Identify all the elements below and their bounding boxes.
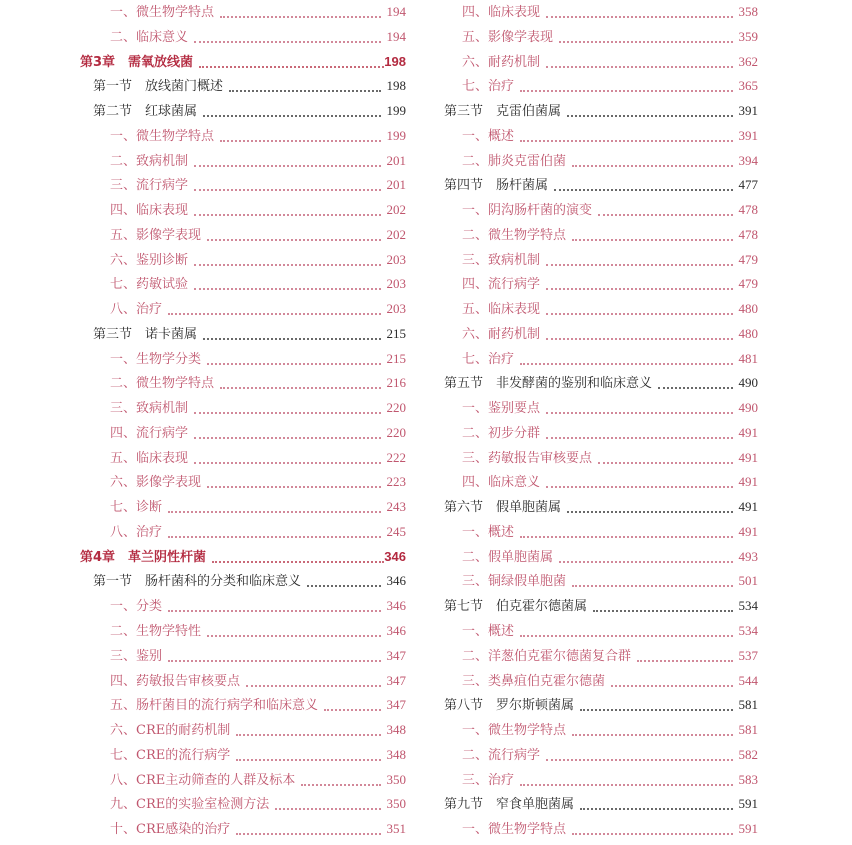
toc-subsection-entry[interactable] xyxy=(444,423,758,443)
toc-page-number: 362 xyxy=(738,53,758,69)
dot-leader xyxy=(637,660,732,662)
dot-leader xyxy=(520,90,732,92)
toc-entry-title: 四、临床表现 xyxy=(110,203,189,219)
toc-page-number: 199 xyxy=(386,103,406,119)
toc-entry-title: 二、初步分群 xyxy=(462,425,541,441)
toc-subsection-entry[interactable] xyxy=(80,250,406,270)
toc-subsection-entry[interactable] xyxy=(80,621,406,641)
toc-subsection-entry[interactable] xyxy=(80,423,406,443)
dot-leader xyxy=(598,462,732,464)
dot-leader xyxy=(546,264,732,266)
dot-leader xyxy=(546,759,732,761)
dot-leader xyxy=(593,610,732,612)
toc-entry-title: 六、鉴别诊断 xyxy=(110,252,189,268)
dot-leader xyxy=(567,115,732,117)
toc-subsection-entry[interactable] xyxy=(80,770,406,790)
toc-subsection-entry[interactable] xyxy=(444,472,758,492)
dot-leader xyxy=(207,363,380,365)
toc-page-number: 202 xyxy=(386,202,406,218)
dot-leader xyxy=(572,165,732,167)
toc-subsection-entry[interactable] xyxy=(444,299,758,319)
toc-page-number: 351 xyxy=(386,821,406,837)
toc-subsection-entry[interactable] xyxy=(444,76,758,96)
toc-entry-title: 八、CRE主动筛查的人群及标本 xyxy=(110,772,296,788)
toc-page-number: 348 xyxy=(386,722,406,738)
dot-leader xyxy=(194,288,380,290)
toc-subsection-entry[interactable] xyxy=(80,373,406,393)
toc-subsection-entry[interactable] xyxy=(80,472,406,492)
toc-entry-title: 九、CRE的实验室检测方法 xyxy=(110,797,270,813)
dot-leader xyxy=(203,115,380,117)
toc-page-number: 365 xyxy=(738,78,758,94)
toc-entry-title: 四、药敏报告审核要点 xyxy=(110,673,241,689)
toc-section-entry[interactable] xyxy=(80,324,406,344)
toc-subsection-entry[interactable] xyxy=(444,324,758,344)
toc-subsection-entry[interactable] xyxy=(444,819,758,839)
toc-entry-title: 一、微生物学特点 xyxy=(110,128,215,144)
toc-entry-title: 四、临床意义 xyxy=(462,475,541,491)
dot-leader xyxy=(199,66,384,68)
toc-subsection-entry[interactable] xyxy=(80,175,406,195)
toc-page-number: 479 xyxy=(738,251,758,267)
dot-leader xyxy=(194,437,380,439)
toc-entry-title: 一、分类 xyxy=(110,599,163,615)
dot-leader xyxy=(546,338,732,340)
toc-entry-title: 一、微生物学特点 xyxy=(110,5,215,20)
toc-page-number: 544 xyxy=(738,672,758,688)
toc-entry-title: 一、概述 xyxy=(462,624,515,639)
dot-leader xyxy=(546,486,732,488)
dot-leader xyxy=(546,313,732,315)
toc-page-number: 346 xyxy=(384,548,406,564)
toc-page-number: 582 xyxy=(738,746,758,762)
toc-entry-title: 一、阴沟肠杆菌的演变 xyxy=(462,203,593,219)
toc-entry-title: 六、耐药机制 xyxy=(462,54,541,70)
toc-subsection-entry[interactable] xyxy=(80,151,406,171)
toc-entry-title: 二、流行病学 xyxy=(462,747,541,763)
toc-section-entry[interactable] xyxy=(444,695,758,715)
toc-entry-title: 三、治疗 xyxy=(462,772,515,788)
dot-leader xyxy=(236,734,380,736)
toc-page-number: 491 xyxy=(738,523,758,539)
dot-leader xyxy=(580,709,732,711)
dot-leader xyxy=(194,412,380,414)
toc-entry-title: 七、治疗 xyxy=(462,351,515,367)
toc-page-number: 245 xyxy=(386,523,406,539)
toc-subsection-entry[interactable] xyxy=(80,522,406,542)
toc-subsection-entry[interactable] xyxy=(444,448,758,468)
dot-leader xyxy=(520,363,732,365)
dot-leader xyxy=(520,784,732,786)
toc-page-number: 490 xyxy=(738,400,758,416)
toc-subsection-entry[interactable] xyxy=(80,745,406,765)
toc-subsection-entry[interactable] xyxy=(444,52,758,72)
toc-page-number: 346 xyxy=(386,573,406,589)
toc-entry-title: 六、CRE的耐药机制 xyxy=(110,723,231,739)
toc-page-number: 346 xyxy=(386,623,406,638)
toc-page-number: 223 xyxy=(386,474,406,490)
dot-leader xyxy=(658,387,732,389)
dot-leader xyxy=(194,264,380,266)
toc-page-number: 346 xyxy=(386,598,406,614)
toc-subsection-entry[interactable] xyxy=(444,745,758,765)
toc-subsection-entry[interactable] xyxy=(444,770,758,790)
toc-page-number: 491 xyxy=(738,474,758,490)
toc-page-number: 201 xyxy=(386,177,406,193)
toc-entry-title: 第六节 假单胞菌属 xyxy=(444,500,562,516)
dot-leader xyxy=(546,16,732,18)
toc-entry-title: 七、治疗 xyxy=(462,79,515,95)
toc-subsection-entry[interactable] xyxy=(80,274,406,294)
toc-entry-title: 四、临床表现 xyxy=(462,5,541,20)
toc-entry-title: 五、影像学表现 xyxy=(462,29,554,45)
toc-subsection-entry[interactable] xyxy=(80,2,406,22)
toc-entry-title: 一、概述 xyxy=(462,524,515,540)
toc-entry-title: 第三节 克雷伯菌属 xyxy=(444,104,562,120)
toc-section-entry[interactable] xyxy=(444,373,758,393)
toc-entry-title: 七、诊断 xyxy=(110,500,163,516)
toc-section-entry[interactable] xyxy=(444,175,758,195)
toc-page-number: 477 xyxy=(738,177,758,193)
toc-entry-title: 五、临床表现 xyxy=(110,450,189,466)
dot-leader xyxy=(194,189,380,191)
dot-leader xyxy=(220,387,380,389)
dot-leader xyxy=(168,660,380,662)
dot-leader xyxy=(572,585,732,587)
toc-page-number: 215 xyxy=(386,350,406,366)
toc-section-entry[interactable] xyxy=(444,794,758,814)
toc-section-entry[interactable] xyxy=(80,76,406,96)
toc-page-number: 350 xyxy=(386,796,406,812)
toc-page-number: 203 xyxy=(386,276,406,292)
toc-subsection-entry[interactable] xyxy=(444,126,758,146)
toc-subsection-entry[interactable] xyxy=(444,225,758,245)
dot-leader xyxy=(520,635,732,637)
toc-page-number: 478 xyxy=(738,226,758,242)
dot-leader xyxy=(275,808,380,810)
toc-subsection-entry[interactable] xyxy=(80,349,406,369)
toc-chapter-entry[interactable] xyxy=(80,52,406,72)
toc-subsection-entry[interactable] xyxy=(444,398,758,418)
dot-leader xyxy=(194,214,380,216)
toc-entry-title: 二、假单胞菌属 xyxy=(462,549,554,565)
toc-entry-title: 八、治疗 xyxy=(110,302,163,318)
dot-leader xyxy=(207,635,380,637)
dot-leader xyxy=(220,16,380,18)
toc-entry-title: 六、耐药机制 xyxy=(462,326,541,342)
toc-subsection-entry[interactable] xyxy=(444,522,758,542)
toc-page-number: 534 xyxy=(738,623,758,638)
toc-page-number: 391 xyxy=(738,103,758,119)
dot-leader xyxy=(168,511,380,513)
toc-page-number: 194 xyxy=(386,4,406,19)
toc-page-number: 478 xyxy=(738,202,758,218)
toc-page-number: 394 xyxy=(738,152,758,168)
dot-leader xyxy=(546,412,732,414)
toc-entry-title: 一、微生物学特点 xyxy=(462,723,567,739)
toc-subsection-entry[interactable] xyxy=(80,794,406,814)
toc-page-number: 215 xyxy=(386,325,406,341)
toc-entry-title: 三、鉴别 xyxy=(110,648,163,664)
toc-page-number: 391 xyxy=(738,127,758,143)
toc-subsection-entry[interactable] xyxy=(80,448,406,468)
dot-leader xyxy=(572,239,732,241)
toc-entry-title: 三、药敏报告审核要点 xyxy=(462,450,593,466)
toc-entry-title: 二、肺炎克雷伯菌 xyxy=(462,153,567,169)
dot-leader xyxy=(572,734,732,736)
dot-leader xyxy=(520,140,732,142)
toc-entry-title: 第4章 革兰阴性杆菌 xyxy=(80,549,207,565)
toc-entry-title: 四、流行病学 xyxy=(462,277,541,293)
toc-subsection-entry[interactable] xyxy=(444,671,758,691)
dot-leader xyxy=(559,41,732,43)
toc-page-number: 591 xyxy=(738,821,758,837)
toc-page-number: 199 xyxy=(386,127,406,143)
dot-leader xyxy=(207,486,380,488)
toc-subsection-entry[interactable] xyxy=(80,646,406,666)
toc-subsection-entry[interactable] xyxy=(444,547,758,567)
toc-entry-title: 一、鉴别要点 xyxy=(462,401,541,417)
toc-page-number: 202 xyxy=(386,226,406,242)
toc-page-number: 480 xyxy=(738,301,758,317)
dot-leader xyxy=(194,462,380,464)
toc-entry-title: 一、生物学分类 xyxy=(110,351,202,367)
toc-subsection-entry[interactable] xyxy=(80,398,406,418)
toc-entry-title: 六、影像学表现 xyxy=(110,475,202,491)
dot-leader xyxy=(229,90,380,92)
toc-subsection-entry[interactable] xyxy=(444,349,758,369)
toc-page-number: 347 xyxy=(386,647,406,663)
toc-entry-title: 二、洋葱伯克霍尔德菌复合群 xyxy=(462,648,632,664)
toc-subsection-entry[interactable] xyxy=(444,571,758,591)
toc-page-number: 534 xyxy=(738,598,758,614)
dot-leader xyxy=(307,585,380,587)
dot-leader xyxy=(194,165,380,167)
toc-entry-title: 第3章 需氧放线菌 xyxy=(80,54,194,70)
dot-leader xyxy=(546,66,732,68)
toc-subsection-entry[interactable] xyxy=(80,819,406,839)
toc-subsection-entry[interactable] xyxy=(80,497,406,517)
toc-page-number: 581 xyxy=(738,722,758,738)
toc-subsection-entry[interactable] xyxy=(80,126,406,146)
toc-entry-title: 第八节 罗尔斯顿菌属 xyxy=(444,698,575,714)
toc-page-number: 491 xyxy=(738,499,758,515)
dot-leader xyxy=(580,808,732,810)
toc-subsection-entry[interactable] xyxy=(80,671,406,691)
toc-page-number: 243 xyxy=(386,499,406,515)
dot-leader xyxy=(168,610,380,612)
toc-subsection-entry[interactable] xyxy=(444,250,758,270)
toc-entry-title: 二、生物学特性 xyxy=(110,624,202,639)
toc-subsection-entry[interactable] xyxy=(444,151,758,171)
dot-leader xyxy=(520,536,732,538)
toc-page-number: 359 xyxy=(738,28,758,44)
toc-page-number: 347 xyxy=(386,697,406,713)
toc-subsection-entry[interactable] xyxy=(444,200,758,220)
toc-chapter-entry[interactable] xyxy=(80,547,406,567)
toc-page-number: 481 xyxy=(738,350,758,366)
toc-entry-title: 五、影像学表现 xyxy=(110,227,202,243)
toc-entry-title: 二、致病机制 xyxy=(110,153,189,169)
dot-leader xyxy=(598,214,732,216)
toc-page-number: 358 xyxy=(738,4,758,19)
toc-page-number: 491 xyxy=(738,449,758,465)
toc-entry-title: 五、临床表现 xyxy=(462,302,541,318)
toc-entry-title: 七、CRE的流行病学 xyxy=(110,747,231,763)
toc-entry-title: 五、肠杆菌目的流行病学和临床意义 xyxy=(110,698,319,714)
toc-page-number: 537 xyxy=(738,647,758,663)
dot-leader xyxy=(236,833,380,835)
toc-page-number: 350 xyxy=(386,771,406,787)
toc-page-number: 216 xyxy=(386,375,406,391)
toc-entry-title: 第三节 诺卡菌属 xyxy=(93,326,198,342)
toc-subsection-entry[interactable] xyxy=(80,695,406,715)
toc-section-entry[interactable] xyxy=(444,497,758,517)
toc-entry-title: 八、治疗 xyxy=(110,524,163,540)
toc-page-number: 203 xyxy=(386,251,406,267)
toc-entry-title: 三、铜绿假单胞菌 xyxy=(462,574,567,590)
toc-page-number: 581 xyxy=(738,697,758,713)
toc-entry-title: 第七节 伯克霍尔德菌属 xyxy=(444,599,588,615)
toc-entry-title: 第二节 红球菌属 xyxy=(93,104,198,120)
toc-entry-title: 二、临床意义 xyxy=(110,29,189,45)
toc-page-number: 583 xyxy=(738,771,758,787)
toc-page-number: 203 xyxy=(386,301,406,317)
toc-page-number: 501 xyxy=(738,573,758,589)
toc-section-entry[interactable] xyxy=(80,101,406,121)
toc-entry-title: 三、致病机制 xyxy=(110,401,189,417)
toc-entry-title: 十、CRE感染的治疗 xyxy=(110,822,231,838)
dot-leader xyxy=(572,833,732,835)
toc-page-number: 591 xyxy=(738,796,758,812)
toc-subsection-entry[interactable] xyxy=(444,274,758,294)
toc-subsection-entry[interactable] xyxy=(80,596,406,616)
dot-leader xyxy=(203,338,380,340)
toc-page-number: 222 xyxy=(386,449,406,465)
toc-page-number: 493 xyxy=(738,548,758,564)
dot-leader xyxy=(546,288,732,290)
toc-page-number: 220 xyxy=(386,424,406,440)
toc-subsection-entry[interactable] xyxy=(444,720,758,740)
dot-leader xyxy=(212,561,384,563)
toc-page-number: 198 xyxy=(386,78,406,94)
toc-entry-title: 一、概述 xyxy=(462,128,515,144)
toc-page-number: 491 xyxy=(738,424,758,440)
toc-entry-title: 三、类鼻疽伯克霍尔德菌 xyxy=(462,673,606,689)
toc-subsection-entry[interactable] xyxy=(80,27,406,47)
dot-leader xyxy=(546,437,732,439)
toc-subsection-entry[interactable] xyxy=(444,646,758,666)
toc-page-number: 479 xyxy=(738,276,758,292)
toc-page-number: 490 xyxy=(738,375,758,391)
dot-leader xyxy=(559,561,732,563)
toc-subsection-entry[interactable] xyxy=(80,200,406,220)
toc-entry-title: 第九节 窄食单胞菌属 xyxy=(444,797,575,813)
toc-entry-title: 四、流行病学 xyxy=(110,425,189,441)
toc-entry-title: 三、流行病学 xyxy=(110,178,189,194)
dot-leader xyxy=(611,685,732,687)
dot-leader xyxy=(168,313,380,315)
toc-section-entry[interactable] xyxy=(80,571,406,591)
toc-entry-title: 三、致病机制 xyxy=(462,252,541,268)
toc-subsection-entry[interactable] xyxy=(444,27,758,47)
toc-entry-title: 二、微生物学特点 xyxy=(462,227,567,243)
dot-leader xyxy=(246,685,380,687)
toc-page-number: 201 xyxy=(386,152,406,168)
toc-section-entry[interactable] xyxy=(444,596,758,616)
toc-page-number: 480 xyxy=(738,325,758,341)
dot-leader xyxy=(567,511,732,513)
dot-leader xyxy=(207,239,380,241)
toc-entry-title: 第四节 肠杆菌属 xyxy=(444,178,549,194)
dot-leader xyxy=(236,759,380,761)
toc-entry-title: 二、微生物学特点 xyxy=(110,376,215,392)
dot-leader xyxy=(194,41,380,43)
toc-subsection-entry[interactable] xyxy=(444,621,758,641)
toc-entry-title: 七、药敏试验 xyxy=(110,277,189,293)
toc-entry-title: 第五节 非发酵菌的鉴别和临床意义 xyxy=(444,376,653,392)
toc-entry-title: 一、微生物学特点 xyxy=(462,822,567,838)
toc-page-number: 348 xyxy=(386,746,406,762)
toc-page-number: 220 xyxy=(386,400,406,416)
toc-page-number: 347 xyxy=(386,672,406,688)
toc-entry-title: 第一节 放线菌门概述 xyxy=(93,79,224,95)
dot-leader xyxy=(324,709,380,711)
toc-page-number: 198 xyxy=(384,53,406,69)
dot-leader xyxy=(168,536,380,538)
toc-subsection-entry[interactable] xyxy=(80,720,406,740)
toc-section-entry[interactable] xyxy=(444,101,758,121)
toc-subsection-entry[interactable] xyxy=(444,2,758,22)
toc-subsection-entry[interactable] xyxy=(80,225,406,245)
toc-subsection-entry[interactable] xyxy=(80,299,406,319)
dot-leader xyxy=(301,784,380,786)
dot-leader xyxy=(220,140,380,142)
toc-page-number: 194 xyxy=(386,28,406,44)
toc-entry-title: 第一节 肠杆菌科的分类和临床意义 xyxy=(93,574,302,590)
dot-leader xyxy=(554,189,732,191)
